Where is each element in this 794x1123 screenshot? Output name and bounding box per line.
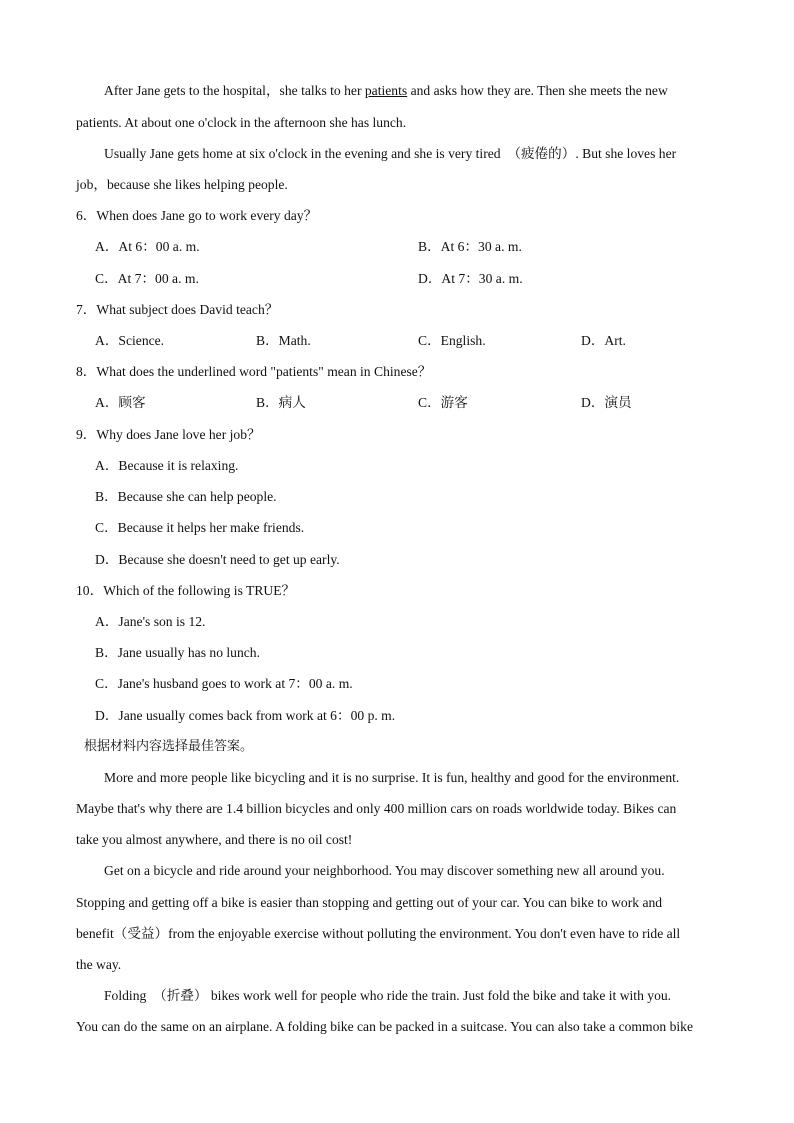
passage2-line-3: take you almost anywhere, and there is no oil cost! xyxy=(76,832,353,847)
text-segment: and asks how they are. Then she meets the new xyxy=(407,83,668,98)
question-9-stem xyxy=(76,426,261,444)
question-6-option-a: A．At 6：00 a. m. xyxy=(95,239,200,254)
passage2-line-4: Get on a bicycle and ride around your neighborhood. You may discover something new all around you. xyxy=(104,863,665,878)
question-text: Why does Jane love her job？ xyxy=(96,427,261,442)
question-6-stem xyxy=(76,207,317,225)
question-8-option-a: A．顾客 xyxy=(95,395,146,410)
question-9-option-b: B．Because she can help people. xyxy=(95,489,277,504)
question-number: 6． xyxy=(76,208,97,223)
question-7-option-b: B．Math. xyxy=(256,333,311,348)
question-10-option-d: D．Jane usually comes back from work at 6：00 p. m. xyxy=(95,708,396,723)
question-10-option-b: B．Jane usually has no lunch. xyxy=(95,645,260,660)
question-text: When does Jane go to work every day？ xyxy=(96,208,318,223)
underlined-word-patients: patients xyxy=(364,83,408,98)
question-8-option-d: D．演员 xyxy=(581,395,632,410)
passage2-line-7: the way. xyxy=(76,957,122,972)
question-10-stem xyxy=(76,582,295,600)
passage2-line-2: Maybe that's why there are 1.4 billion bicycles and only 400 million cars on roads worldwide today. Bikes can xyxy=(76,801,677,816)
passage1-line-2: patients. At about one o'clock in the afternoon she has lunch. xyxy=(76,115,407,130)
text-segment: After Jane gets to the hospital，she talks to her xyxy=(104,83,365,98)
passage2-line-5: Stopping and getting off a bike is easier than stopping and getting out of your car. You can bike to work and xyxy=(76,895,663,910)
passage1-line-4: job，because she likes helping people. xyxy=(76,177,288,192)
question-9-option-a: A．Because it is relaxing. xyxy=(95,458,239,473)
question-number: 8． xyxy=(76,364,97,379)
section-instruction: 根据材料内容选择最佳答案。 xyxy=(84,739,254,754)
question-number: 10． xyxy=(76,583,104,598)
question-text: What does the underlined word "patients" mean in Chinese？ xyxy=(96,364,432,379)
passage1-line-1 xyxy=(104,82,668,100)
question-text: What subject does David teach？ xyxy=(96,302,279,317)
question-6-option-b: B．At 6：30 a. m. xyxy=(418,239,522,254)
question-number: 9． xyxy=(76,427,97,442)
passage2-line-8: Folding （折叠） bikes work well for people who ride the train. Just fold the bike and take it with you. xyxy=(104,988,672,1003)
question-8-option-c: C．游客 xyxy=(418,395,468,410)
question-7-option-d: D．Art. xyxy=(581,333,626,348)
question-7-stem xyxy=(76,301,278,319)
passage2-line-6: benefit（受益）from the enjoyable exercise without polluting the environment. You don't even have to ride all xyxy=(76,926,681,941)
question-number: 7． xyxy=(76,302,97,317)
passage2-line-9: You can do the same on an airplane. A folding bike can be packed in a suitcase. You can also take a common bike xyxy=(76,1019,693,1034)
passage1-line-3: Usually Jane gets home at six o'clock in the evening and she is very tired （疲倦的）. But she loves her xyxy=(104,146,677,161)
question-8-option-b: B．病人 xyxy=(256,395,306,410)
question-6-option-d: D．At 7：30 a. m. xyxy=(418,271,523,286)
question-10-option-a: A．Jane's son is 12. xyxy=(95,614,206,629)
question-9-option-c: C．Because it helps her make friends. xyxy=(95,520,305,535)
question-10-option-c: C．Jane's husband goes to work at 7：00 a. m. xyxy=(95,676,353,691)
question-7-option-c: C．English. xyxy=(418,333,486,348)
question-6-option-c: C．At 7：00 a. m. xyxy=(95,271,199,286)
passage2-line-1: More and more people like bicycling and it is no surprise. It is fun, healthy and good for the environment. xyxy=(104,770,680,785)
question-9-option-d: D．Because she doesn't need to get up early. xyxy=(95,552,340,567)
question-text: Which of the following is TRUE？ xyxy=(103,583,296,598)
question-7-option-a: A．Science. xyxy=(95,333,165,348)
question-8-stem xyxy=(76,363,431,381)
